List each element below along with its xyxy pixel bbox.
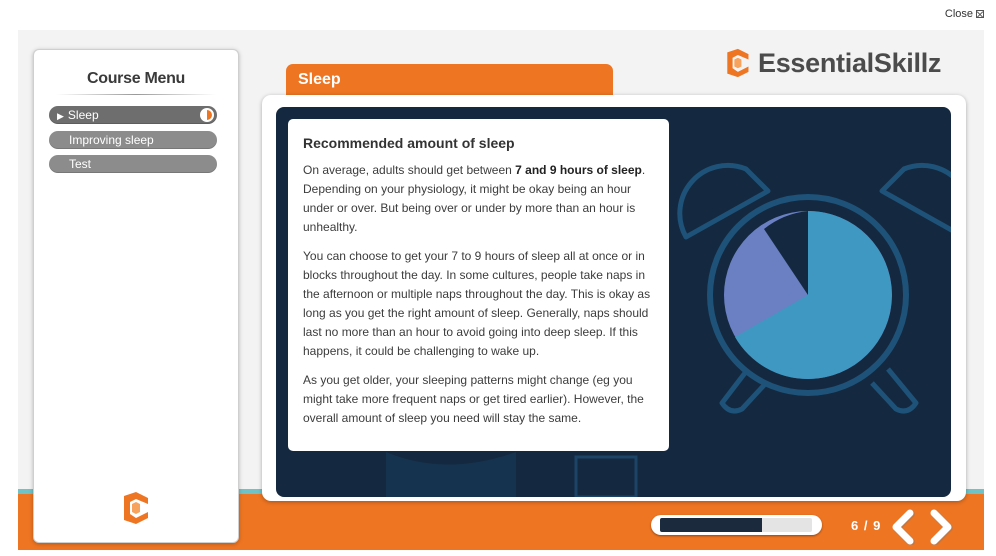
menu-item-label: Sleep bbox=[67, 108, 99, 122]
progress-indicator-icon bbox=[200, 108, 214, 122]
topic-tab: Sleep bbox=[286, 64, 613, 96]
page-counter: 6 / 9 bbox=[851, 518, 882, 533]
content-card bbox=[288, 119, 669, 451]
close-label: Close bbox=[944, 8, 973, 20]
chevron-left-icon[interactable] bbox=[888, 509, 918, 545]
menu-item-label: Test bbox=[69, 157, 92, 171]
essentialskillz-logo-icon bbox=[722, 46, 752, 80]
course-progress-fill bbox=[660, 518, 762, 532]
brand-name: EssentialSkillz bbox=[758, 47, 942, 78]
close-button[interactable] bbox=[945, 8, 984, 20]
menu-divider bbox=[56, 94, 216, 95]
content-heading: Recommended amount of sleep bbox=[303, 135, 515, 151]
menu-item-test[interactable] bbox=[49, 155, 217, 173]
paragraph-1: On average, adults should get between 7 and 9 hours of sleep. Depending on your physiology, it might be okay being an hour under or over. But being over or under by more than an hour is unhealthy. bbox=[303, 163, 646, 234]
brand-header bbox=[722, 46, 941, 80]
highlight-text: 7 and 9 hours of sleep bbox=[515, 163, 642, 177]
close-icon bbox=[976, 10, 984, 18]
paragraph-2: You can choose to get your 7 to 9 hours of sleep all at once or in blocks throughout the day. In some cultures, people take naps in the afternoon or multiple naps throughout the day. This is okay as long as you get the right amount of sleep. Generally, naps should last no more than an hour to avoid going into deep sleep. If this happens, it could be challenging to wake up. bbox=[303, 249, 651, 358]
course-menu-panel bbox=[33, 49, 239, 543]
menu-item-sleep[interactable] bbox=[49, 106, 217, 124]
essentialskillz-logo-icon bbox=[118, 490, 152, 526]
play-arrow-icon: ▶ bbox=[57, 111, 64, 121]
paragraph-3: As you get older, your sleeping patterns might change (eg you might take more frequent naps or get tired earlier). However, the overall amount of sleep you need will stay the same. bbox=[303, 373, 644, 425]
chevron-right-icon[interactable] bbox=[926, 509, 956, 545]
menu-item-improving-sleep[interactable] bbox=[49, 131, 217, 149]
course-menu-title: Course Menu bbox=[86, 70, 186, 87]
menu-item-label: Improving sleep bbox=[69, 133, 154, 147]
course-progress-bar bbox=[651, 515, 822, 535]
